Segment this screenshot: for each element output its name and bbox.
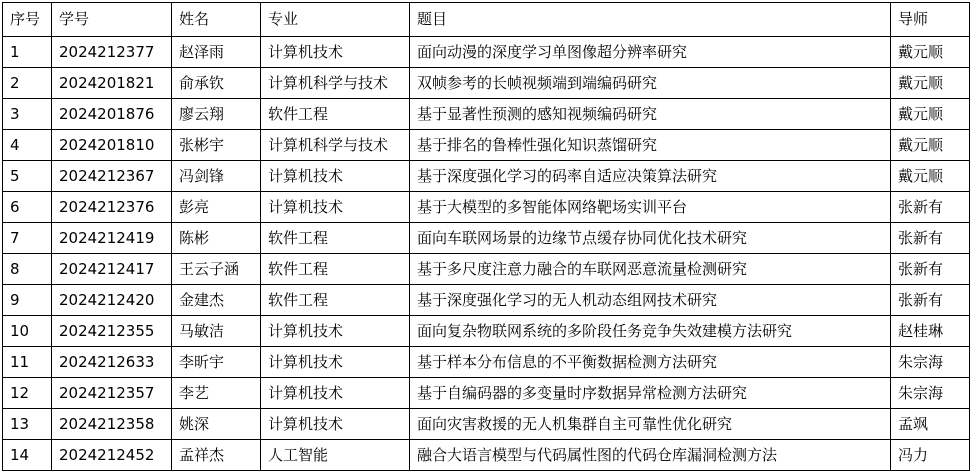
table-row (3, 285, 970, 316)
cell-index: 11 (3, 347, 52, 378)
cell-major: 计算机技术 (261, 316, 410, 347)
table-row (3, 378, 970, 409)
thesis-topic-table (2, 2, 970, 471)
cell-major: 计算机技术 (261, 378, 410, 409)
cell-index: 5 (3, 161, 52, 192)
cell-name: 张彬宇 (172, 130, 261, 161)
table-row (3, 192, 970, 223)
header-student-id: 学号 (52, 3, 172, 37)
cell-major: 计算机技术 (261, 192, 410, 223)
cell-name: 廖云翔 (172, 99, 261, 130)
header-title: 题目 (410, 3, 891, 37)
table-row (3, 254, 970, 285)
cell-major: 人工智能 (261, 440, 410, 471)
cell-index: 12 (3, 378, 52, 409)
cell-name: 姚深 (172, 409, 261, 440)
cell-major: 软件工程 (261, 254, 410, 285)
table-row (3, 223, 970, 254)
cell-major: 计算机技术 (261, 409, 410, 440)
header-name: 姓名 (172, 3, 261, 37)
cell-major: 计算机科学与技术 (261, 68, 410, 99)
cell-title: 基于深度强化学习的码率自适应决策算法研究 (410, 161, 891, 192)
cell-advisor: 戴元顺 (891, 68, 970, 99)
cell-student-id: 2024201810 (52, 130, 172, 161)
cell-advisor: 张新有 (891, 223, 970, 254)
cell-advisor: 孟飒 (891, 409, 970, 440)
cell-student-id: 2024201876 (52, 99, 172, 130)
cell-title: 双帧参考的长帧视频端到端编码研究 (410, 68, 891, 99)
cell-index: 2 (3, 68, 52, 99)
cell-title: 面向动漫的深度学习单图像超分辨率研究 (410, 37, 891, 68)
cell-title: 基于显著性预测的感知视频编码研究 (410, 99, 891, 130)
cell-advisor: 戴元顺 (891, 161, 970, 192)
cell-title: 基于大模型的多智能体网络靶场实训平台 (410, 192, 891, 223)
cell-advisor: 张新有 (891, 192, 970, 223)
cell-student-id: 2024212377 (52, 37, 172, 68)
cell-student-id: 2024201821 (52, 68, 172, 99)
cell-student-id: 2024212357 (52, 378, 172, 409)
cell-index: 10 (3, 316, 52, 347)
cell-advisor: 戴元顺 (891, 130, 970, 161)
cell-title: 基于自编码器的多变量时序数据异常检测方法研究 (410, 378, 891, 409)
cell-title: 面向车联网场景的边缘节点缓存协同优化技术研究 (410, 223, 891, 254)
cell-title: 融合大语言模型与代码属性图的代码仓库漏洞检测方法 (410, 440, 891, 471)
cell-name: 孟祥杰 (172, 440, 261, 471)
cell-index: 3 (3, 99, 52, 130)
cell-student-id: 2024212419 (52, 223, 172, 254)
cell-name: 王云子涵 (172, 254, 261, 285)
table-row (3, 316, 970, 347)
cell-name: 陈彬 (172, 223, 261, 254)
cell-advisor: 张新有 (891, 285, 970, 316)
cell-student-id: 2024212376 (52, 192, 172, 223)
header-major: 专业 (261, 3, 410, 37)
cell-index: 7 (3, 223, 52, 254)
thesis-table-container (2, 2, 970, 471)
cell-advisor: 赵桂琳 (891, 316, 970, 347)
cell-index: 6 (3, 192, 52, 223)
cell-advisor: 张新有 (891, 254, 970, 285)
cell-major: 计算机技术 (261, 161, 410, 192)
cell-name: 马敏洁 (172, 316, 261, 347)
header-index: 序号 (3, 3, 52, 37)
cell-student-id: 2024212355 (52, 316, 172, 347)
cell-name: 俞承钦 (172, 68, 261, 99)
cell-student-id: 2024212633 (52, 347, 172, 378)
cell-index: 1 (3, 37, 52, 68)
cell-student-id: 2024212452 (52, 440, 172, 471)
table-row (3, 347, 970, 378)
cell-name: 李昕宇 (172, 347, 261, 378)
cell-major: 计算机科学与技术 (261, 130, 410, 161)
table-row (3, 409, 970, 440)
cell-advisor: 戴元顺 (891, 37, 970, 68)
cell-name: 彭亮 (172, 192, 261, 223)
cell-major: 软件工程 (261, 223, 410, 254)
cell-name: 李艺 (172, 378, 261, 409)
cell-major: 计算机技术 (261, 37, 410, 68)
cell-student-id: 2024212358 (52, 409, 172, 440)
cell-name: 赵泽雨 (172, 37, 261, 68)
table-row (3, 37, 970, 68)
cell-student-id: 2024212420 (52, 285, 172, 316)
cell-title: 基于深度强化学习的无人机动态组网技术研究 (410, 285, 891, 316)
cell-advisor: 朱宗海 (891, 347, 970, 378)
cell-name: 冯剑锋 (172, 161, 261, 192)
header-advisor: 导师 (891, 3, 970, 37)
cell-major: 计算机技术 (261, 347, 410, 378)
cell-index: 8 (3, 254, 52, 285)
cell-index: 9 (3, 285, 52, 316)
cell-advisor: 戴元顺 (891, 99, 970, 130)
cell-student-id: 2024212417 (52, 254, 172, 285)
table-row (3, 68, 970, 99)
cell-index: 14 (3, 440, 52, 471)
table-row (3, 161, 970, 192)
table-row (3, 99, 970, 130)
cell-title: 面向灾害救援的无人机集群自主可靠性优化研究 (410, 409, 891, 440)
cell-major: 软件工程 (261, 285, 410, 316)
cell-index: 4 (3, 130, 52, 161)
cell-title: 基于多尺度注意力融合的车联网恶意流量检测研究 (410, 254, 891, 285)
table-row (3, 440, 970, 471)
table-header-row (3, 3, 970, 37)
cell-advisor: 冯力 (891, 440, 970, 471)
cell-advisor: 朱宗海 (891, 378, 970, 409)
cell-title: 面向复杂物联网系统的多阶段任务竞争失效建模方法研究 (410, 316, 891, 347)
table-row (3, 130, 970, 161)
cell-title: 基于排名的鲁棒性强化知识蒸馏研究 (410, 130, 891, 161)
cell-index: 13 (3, 409, 52, 440)
cell-major: 软件工程 (261, 99, 410, 130)
cell-name: 金建杰 (172, 285, 261, 316)
cell-student-id: 2024212367 (52, 161, 172, 192)
cell-title: 基于样本分布信息的不平衡数据检测方法研究 (410, 347, 891, 378)
